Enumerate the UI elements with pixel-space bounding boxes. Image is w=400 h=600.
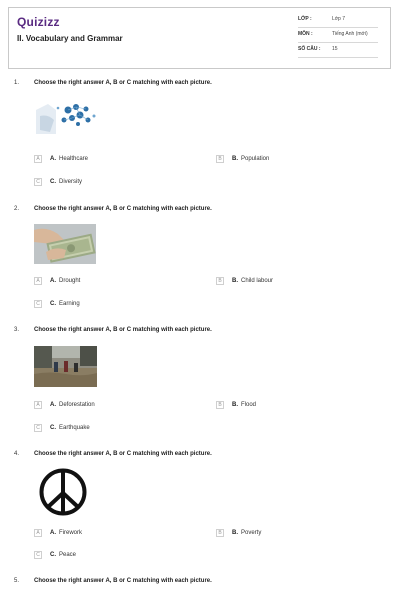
option-text: Firework	[59, 530, 83, 536]
meta-label: SỐ CÂU :	[298, 46, 321, 52]
option-text: Child labour	[241, 278, 274, 284]
option-checkbox[interactable]: B	[216, 277, 224, 285]
question-number: 5.	[14, 578, 20, 584]
peace-symbol-icon	[38, 467, 88, 517]
option-text: Flood	[241, 402, 257, 408]
option-letter: B.	[232, 156, 238, 162]
worksheet-title: II. Vocabulary and Grammar	[17, 34, 123, 43]
meta-label: LỚP :	[298, 16, 312, 22]
question-number: 3.	[14, 327, 20, 333]
option-checkbox[interactable]: A	[34, 277, 42, 285]
option-text: Poverty	[241, 530, 262, 536]
option-checkbox[interactable]: A	[34, 401, 42, 409]
option-text: Earthquake	[59, 425, 90, 431]
meta-label: MÔN :	[298, 31, 313, 37]
flood-picture	[34, 346, 97, 387]
question-number: 2.	[14, 206, 20, 212]
meta-value: 15	[332, 46, 338, 52]
option-letter: C.	[50, 425, 56, 431]
money-picture	[34, 224, 96, 264]
option-checkbox[interactable]: B	[216, 529, 224, 537]
option-letter: B.	[232, 278, 238, 284]
option-text: Diversity	[59, 179, 83, 185]
question-number: 4.	[14, 451, 20, 457]
question-text: Choose the right answer A, B or C matching with each picture.	[34, 578, 212, 584]
meta-row-count	[298, 43, 378, 58]
option-checkbox[interactable]: C	[34, 424, 42, 432]
option-letter: B.	[232, 530, 238, 536]
option-checkbox[interactable]: B	[216, 401, 224, 409]
meta-row-subject	[298, 28, 378, 43]
question-text: Choose the right answer A, B or C matching with each picture.	[34, 206, 212, 212]
option-checkbox[interactable]: C	[34, 300, 42, 308]
healthcare-picture	[34, 96, 102, 138]
option-letter: A.	[50, 156, 56, 162]
option-letter: C.	[50, 301, 56, 307]
option-checkbox[interactable]: C	[34, 178, 42, 186]
option-text: Deforestation	[59, 402, 95, 408]
option-text: Healthcare	[59, 156, 89, 162]
option-text: Population	[241, 156, 270, 162]
option-checkbox[interactable]: A	[34, 155, 42, 163]
option-letter: C.	[50, 179, 56, 185]
option-letter: A.	[50, 530, 56, 536]
quizizz-logo: Quizizz	[17, 15, 60, 29]
question-text: Choose the right answer A, B or C matching with each picture.	[34, 80, 212, 86]
option-letter: C.	[50, 552, 56, 558]
meta-row-class	[298, 13, 378, 28]
option-checkbox[interactable]: C	[34, 551, 42, 559]
question-text: Choose the right answer A, B or C matching with each picture.	[34, 327, 212, 333]
option-letter: A.	[50, 278, 56, 284]
option-letter: B.	[232, 402, 238, 408]
option-letter: A.	[50, 402, 56, 408]
question-number: 1.	[14, 80, 20, 86]
option-text: Earning	[59, 301, 80, 307]
option-text: Peace	[59, 552, 77, 558]
meta-value: Tiếng Anh (mới)	[332, 31, 368, 37]
option-checkbox[interactable]: A	[34, 529, 42, 537]
option-text: Drought	[59, 278, 81, 284]
question-text: Choose the right answer A, B or C matching with each picture.	[34, 451, 212, 457]
option-checkbox[interactable]: B	[216, 155, 224, 163]
meta-value: Lớp 7	[332, 16, 346, 22]
